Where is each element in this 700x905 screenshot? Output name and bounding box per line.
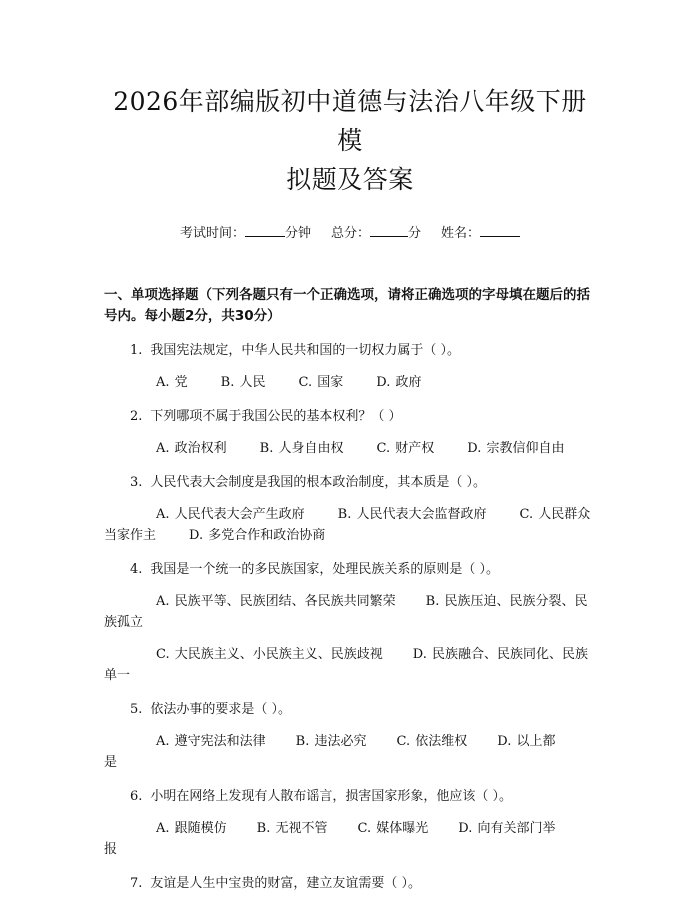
option-a: A. 跟随模仿 <box>156 821 227 836</box>
option-d: D. 政府 <box>376 375 422 390</box>
time-label: 考试时间： <box>179 226 245 241</box>
option-a: A. 人民代表大会产生政府 <box>156 507 305 522</box>
question-3 <box>104 472 596 493</box>
question-1 <box>104 340 596 361</box>
score-unit: 分 <box>408 226 422 241</box>
option-c: C. 媒体曝光 <box>357 821 429 836</box>
exam-title <box>104 82 596 199</box>
exam-meta-line <box>104 224 596 244</box>
question-4-options-cd <box>104 644 596 686</box>
question-1-options <box>104 372 596 393</box>
question-2 <box>104 406 596 427</box>
question-text: 依法办事的要求是（ ）。 <box>150 702 292 717</box>
question-5-options <box>104 731 596 773</box>
question-6 <box>104 786 596 807</box>
option-c: C. 国家 <box>298 375 344 390</box>
option-a: A. 党 <box>156 375 188 390</box>
question-number: 6. <box>130 789 143 804</box>
question-number: 3. <box>130 475 143 490</box>
title-line-2: 拟题及答案 <box>286 165 414 194</box>
option-d: D. 宗教信仰自由 <box>467 441 565 456</box>
time-blank <box>245 224 285 237</box>
option-a: A. 政治权利 <box>156 441 227 456</box>
option-c: C. 财产权 <box>376 441 435 456</box>
question-text: 人民代表大会制度是我国的根本政治制度，其本质是（ ）。 <box>150 475 487 490</box>
score-blank <box>370 224 408 237</box>
option-a: A. 遵守宪法和法律 <box>156 734 266 749</box>
option-d: D. 多党合作和政治协商 <box>189 528 326 543</box>
title-line-1: 2026年部编版初中道德与法治八年级下册模 <box>113 87 587 155</box>
option-d: D. 民族融合、民族同化、民族单一 <box>104 647 588 683</box>
option-b: B. 人身自由权 <box>259 441 344 456</box>
question-text: 下列哪项不属于我国公民的基本权利？（ ） <box>150 409 402 424</box>
question-4 <box>104 559 596 580</box>
option-b: B. 人民代表大会监督政府 <box>337 507 487 522</box>
question-number: 2. <box>130 409 143 424</box>
question-7 <box>104 873 596 894</box>
option-d: D. 以上都是 <box>104 734 556 770</box>
question-number: 7. <box>130 876 143 891</box>
section-heading: 一、单项选择题（下列各题只有一个正确选项，请将正确选项的字母填在题后的括号内。每小题2分，共30分） <box>104 287 590 324</box>
question-4-options-ab <box>104 591 596 633</box>
time-unit: 分钟 <box>284 226 311 241</box>
question-text: 友谊是人生中宝贵的财富，建立友谊需要（ ）。 <box>150 876 422 891</box>
option-b: B. 人民 <box>220 375 266 390</box>
option-b: B. 民族压迫、民族分裂、民族孤立 <box>104 594 588 630</box>
question-text: 小明在网络上发现有人散布谣言，损害国家形象，他应该（ ）。 <box>150 789 513 804</box>
question-2-options <box>104 438 596 459</box>
question-5 <box>104 699 596 720</box>
option-c: C. 大民族主义、小民族主义、民族歧视 <box>156 647 383 662</box>
option-d: D. 向有关部门举报 <box>104 821 556 857</box>
question-number: 5. <box>130 702 143 717</box>
question-text: 我国宪法规定，中华人民共和国的一切权力属于（ ）。 <box>150 343 461 358</box>
option-b: B. 无视不管 <box>256 821 328 836</box>
option-b: B. 违法必究 <box>295 734 367 749</box>
question-number: 1. <box>130 343 143 358</box>
option-a: A. 民族平等、民族团结、各民族共同繁荣 <box>156 594 396 609</box>
question-6-options <box>104 818 596 860</box>
option-c: C. 依法维权 <box>396 734 468 749</box>
question-number: 4. <box>130 562 143 577</box>
name-blank <box>480 224 520 237</box>
name-label: 姓名： <box>441 226 481 241</box>
option-c: C. 人民群众当家作主 <box>104 507 591 543</box>
question-text: 我国是一个统一的多民族国家，处理民族关系的原则是（ ）。 <box>150 562 500 577</box>
question-3-options <box>104 504 596 546</box>
score-label: 总分： <box>330 226 370 241</box>
